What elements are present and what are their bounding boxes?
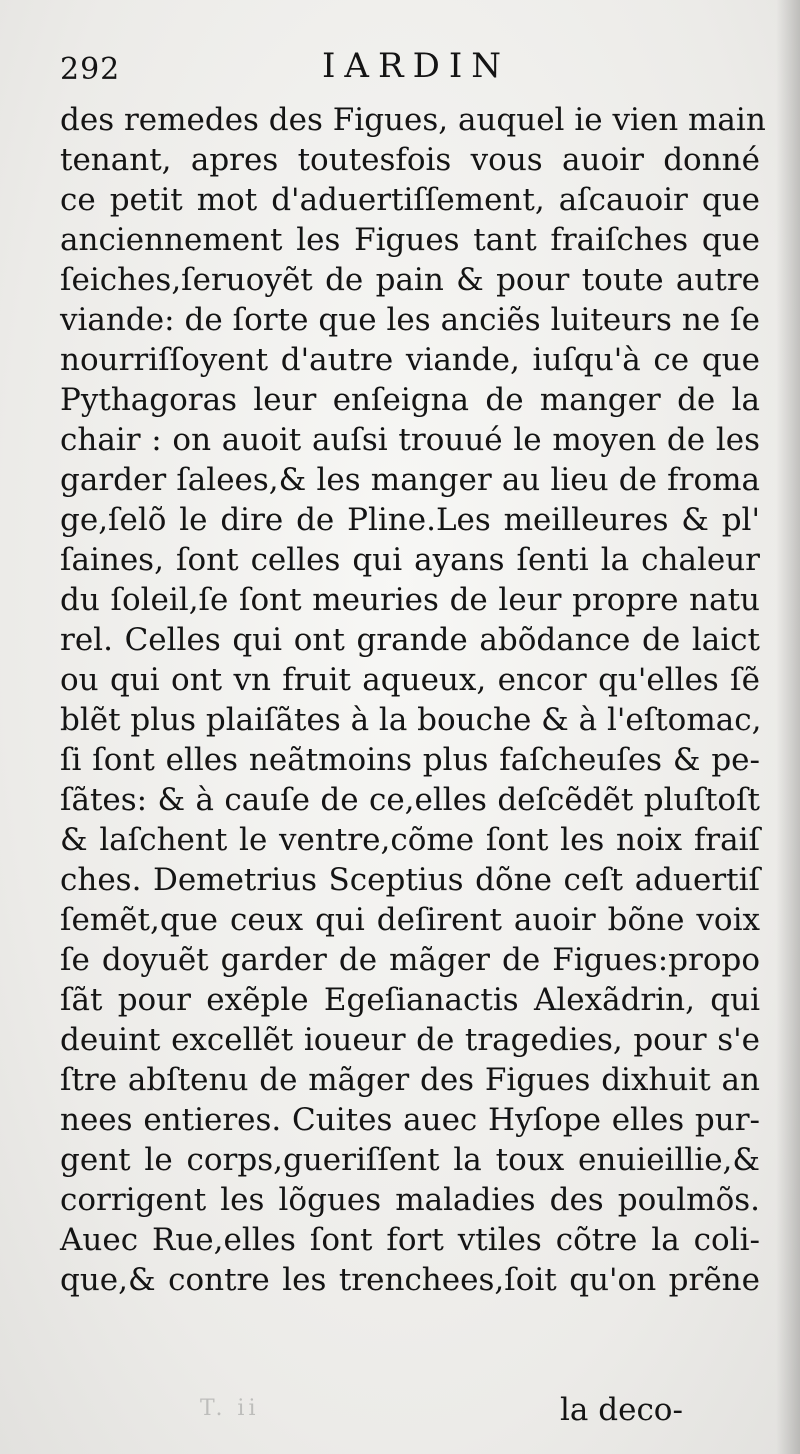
text-line: gent le corps,gueriſſent la toux enuieillie,& [60,1142,760,1178]
text-line: nees entieres. Cuites auec Hyſope elles pur- [60,1102,760,1138]
page-header [60,42,760,92]
text-line: ſãtes: & à cauſe de ce,elles deſcẽdẽt pluſtoſt [60,782,760,818]
text-line: ches. Demetrius Sceptius dõne ceſt aduertiſ [60,862,760,898]
text-line: chair : on auoit auſsi trouué le moyen de les [60,422,760,458]
text-line: que,& contre les trenchees,ſoit qu'on prẽne [60,1262,760,1298]
text-line: ou qui ont vn fruit aqueux, encor qu'elles ſẽ [60,662,760,698]
text-line: blẽt plus plaiſãtes à la bouche & à l'eſtomac, [60,702,762,738]
text-line: ſemẽt,que ceux qui deſirent auoir bõne voix [60,902,760,938]
text-line: garder ſalees,& les manger au lieu de froma [60,462,760,498]
text-line: corrigent les lõgues maladies des poulmõs. [60,1182,760,1218]
body-text [60,100,766,1300]
text-line: viande: de ſorte que les anciẽs luiteurs ne ſe [60,302,760,338]
text-line: ſtre abſtenu de mãger des Figues dixhuit an [60,1062,760,1098]
text-line: anciennement les Figues tant fraiſches que [60,222,760,258]
catchword: la deco- [560,1392,683,1428]
text-line: Pythagoras leur enſeigna de manger de la [60,382,760,418]
text-line: du ſoleil,ſe ſont meuries de leur propre natu [60,582,760,618]
text-line: nourriſſoyent d'autre viande, iuſqu'à ce que [60,342,760,378]
text-line: & laſchent le ventre,cõme ſont les noix fraiſ [60,822,760,858]
text-line: rel. Celles qui ont grande abõdance de laict [60,622,760,658]
text-line: ſeiches,ſeruoyẽt de pain & pour toute autre [60,262,760,298]
page-number: 292 [60,52,121,87]
text-line: ſe doyuẽt garder de mãger de Figues:propo [60,942,760,978]
text-line: tenant, apres toutesfois vous auoir donné [60,142,760,178]
text-line: ce petit mot d'aduertiſſement, aſcauoir que [60,182,760,218]
running-title: IARDIN [322,46,511,86]
text-line: ſãt pour exẽple Egeſianactis Alexãdrin, qui [60,982,760,1018]
text-line: des remedes des Figues, auquel ie vien main [60,102,766,138]
text-line: ſaines, ſont celles qui ayans ſenti la chaleur [60,542,760,578]
page-edge-shadow [776,0,800,1454]
text-line: deuint excellẽt ioueur de tragedies, pour s'e [60,1022,760,1058]
signature-mark: T. ii [200,1396,260,1421]
text-line: ſi ſont elles neãtmoins plus faſcheuſes & pe- [60,742,760,778]
text-line: ge,ſelõ le dire de Pline.Les meilleures & pl' [60,502,760,538]
text-line: Auec Rue,elles ſont fort vtiles cõtre la coli- [60,1222,760,1258]
